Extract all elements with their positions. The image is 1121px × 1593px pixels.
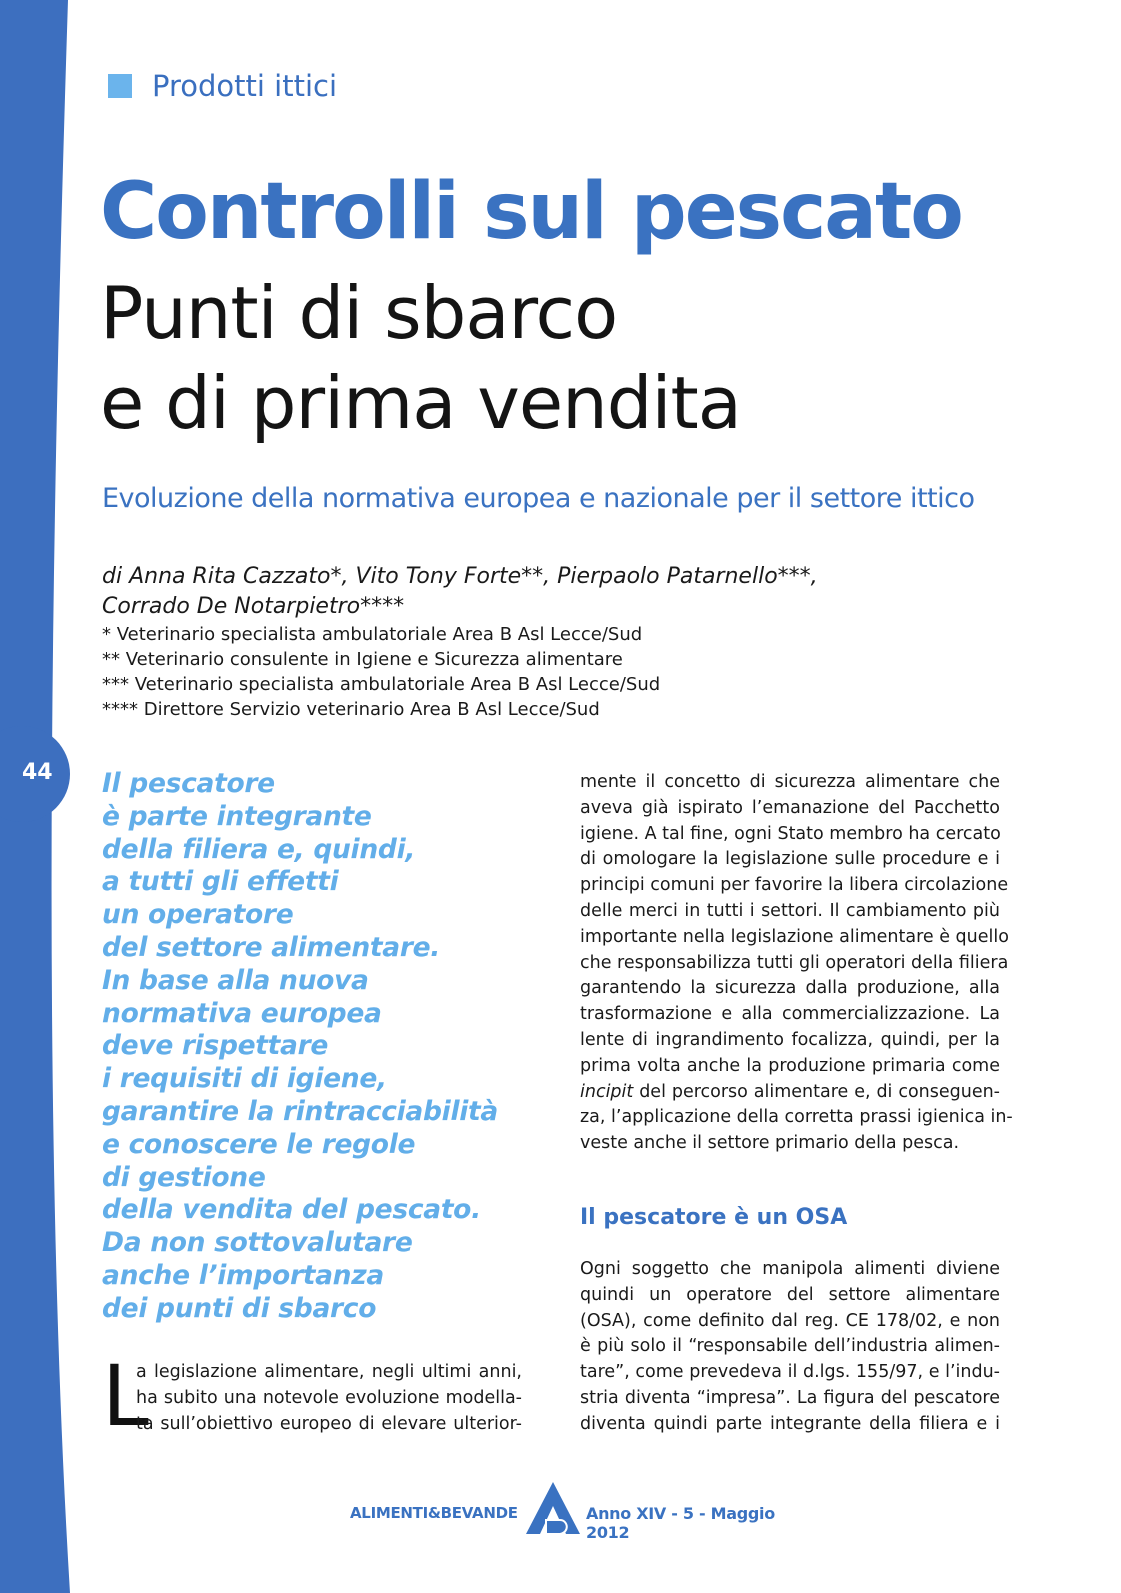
issue-info: Anno XIV - 5 - Maggio 2012: [586, 1504, 775, 1542]
body-line: ta sull’obiettivo europeo di elevare ulterior-: [136, 1413, 522, 1434]
pull-quote-line: garantire la rintracciabilità: [102, 1095, 498, 1127]
body-line: di omologare la legislazione sulle procedure e i: [580, 849, 1000, 870]
section-square-icon: [108, 74, 132, 98]
byline-line-2: Corrado De Notarpietro****: [102, 594, 405, 619]
affiliation-4: **** Direttore Servizio veterinario Area B Asl Lecce/Sud: [102, 699, 600, 720]
body-line: tare”, come prevedeva il d.lgs. 155/97, e l’indu-: [580, 1362, 1000, 1383]
pull-quote-line: della vendita del pescato.: [102, 1194, 481, 1226]
body-line: igiene. A tal fine, ogni Stato membro ha cercato: [580, 823, 1001, 844]
body-line: ha subito una notevole evoluzione modella-: [136, 1387, 522, 1408]
page-number: 44: [22, 760, 53, 785]
subtitle-line-2: e di prima vendita: [100, 361, 741, 445]
body-line: prima volta anche la produzione primaria come: [580, 1055, 1000, 1076]
pull-quote-line: del settore alimentare.: [102, 931, 441, 963]
body-line: Ogni soggetto che manipola alimenti diviene: [580, 1259, 1000, 1279]
body-paragraph-2: [580, 1257, 1000, 1438]
pull-quote-line: della filiera e, quindi,: [102, 833, 416, 865]
pull-quote-line: Da non sottovalutare: [102, 1227, 413, 1259]
body-line: mente il concetto di sicurezza alimentare che: [580, 772, 1000, 792]
subtitle-line-1: Punti di sbarco: [100, 271, 618, 355]
article-subtitle-heading: [100, 268, 741, 448]
pull-quote-line: i requisiti di igiene,: [102, 1063, 387, 1095]
body-line: delle merci in tutti i settori. Il cambiamento più: [580, 900, 1000, 921]
pull-quote-line: a tutti gli effetti: [102, 866, 339, 898]
body-line: diventa quindi parte integrante della filiera e i: [580, 1413, 1000, 1434]
drop-cap: L: [102, 1347, 149, 1445]
pull-quote-line: deve rispettare: [102, 1030, 329, 1062]
body-line: a legislazione alimentare, negli ultimi anni,: [136, 1362, 522, 1382]
section-label-text: Prodotti ittici: [152, 69, 338, 103]
body-line: è più solo il “responsabile dell’industria alimen-: [580, 1336, 1000, 1357]
pull-quote-line: è parte integrante: [102, 800, 372, 832]
affiliation-3: *** Veterinario specialista ambulatoriale Area B Asl Lecce/Sud: [102, 674, 661, 695]
article-deck: Evoluzione della normativa europea e nazionale per il settore ittico: [102, 483, 975, 514]
body-line: (OSA), come definito dal reg. CE 178/02, e non: [580, 1310, 1000, 1331]
body-line: importante nella legislazione alimentare è quello: [580, 926, 1009, 947]
body-line: che responsabilizza tutti gli operatori della filiera: [580, 952, 1009, 973]
section-label: [108, 68, 337, 104]
pull-quote-line: normativa europea: [102, 997, 382, 1029]
magazine-logo-icon: [524, 1480, 582, 1536]
affiliation-2: ** Veterinario consulente in Igiene e Sicurezza alimentare: [102, 649, 623, 670]
pull-quote: [102, 768, 522, 1326]
body-intro: [102, 1347, 522, 1445]
article-title: Controlli sul pescato: [100, 167, 962, 257]
byline-line-1: di Anna Rita Cazzato*, Vito Tony Forte**, Pierpaolo Patarnello***,: [102, 564, 818, 589]
pull-quote-line: dei punti di sbarco: [102, 1292, 377, 1324]
body-line: lente di ingrandimento focalizza, quindi, per la: [580, 1029, 1000, 1050]
affiliation-1: * Veterinario specialista ambulatoriale Area B Asl Lecce/Sud: [102, 624, 643, 645]
body-line: quindi un operatore del settore alimentare: [580, 1284, 1000, 1305]
body-line: stria diventa “impresa”. La figura del pescatore: [580, 1387, 1000, 1408]
page-footer: [350, 1480, 820, 1540]
body-line: za, l’applicazione della corretta prassi igienica in-: [580, 1107, 1013, 1128]
body-line-rest: del percorso alimentare e, di conseguen-: [633, 1081, 1000, 1102]
section-heading: Il pescatore è un OSA: [580, 1205, 848, 1230]
pull-quote-line: e conoscere le regole: [102, 1128, 416, 1160]
byline: [102, 562, 818, 622]
pull-quote-line: un operatore: [102, 899, 294, 931]
italic-term: incipit: [580, 1081, 634, 1102]
pull-quote-line: In base alla nuova: [102, 964, 369, 996]
body-intro-text: [136, 1360, 522, 1437]
body-line: principi comuni per favorire la libera circolazione: [580, 875, 1009, 896]
body-line: aveva già ispirato l’emanazione del Pacchetto: [580, 797, 1000, 818]
body-paragraph-1: [580, 770, 1013, 1157]
body-line: [580, 1080, 1000, 1106]
affiliations: [102, 622, 660, 722]
body-line: veste anche il settore primario della pesca.: [580, 1133, 960, 1154]
body-line: garantendo la sicurezza dalla produzione, alla: [580, 978, 1000, 999]
magazine-name: ALIMENTI&BEVANDE: [350, 1504, 518, 1522]
body-line: trasformazione e alla commercializzazione. La: [580, 1004, 1000, 1025]
pull-quote-line: Il pescatore: [102, 768, 275, 799]
pull-quote-line: anche l’importanza: [102, 1259, 384, 1291]
pull-quote-line: di gestione: [102, 1161, 266, 1193]
